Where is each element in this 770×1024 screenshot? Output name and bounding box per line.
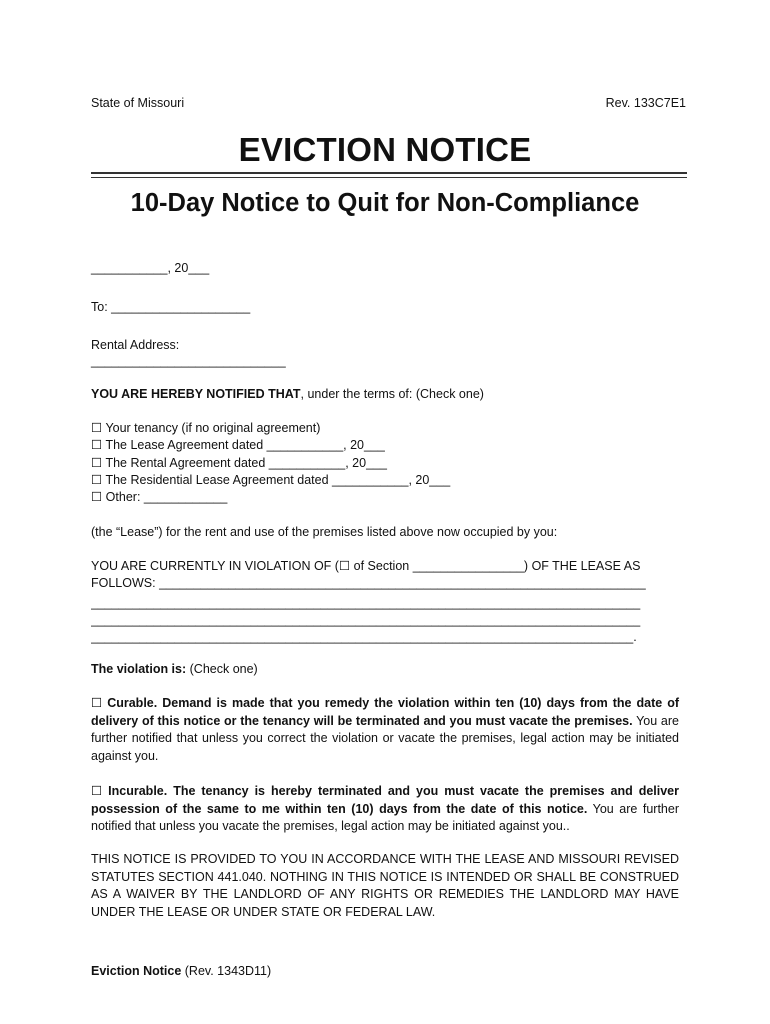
- violation-of-line-3[interactable]: _______________________________________________________________________________: [91, 596, 641, 610]
- footer-title: Eviction Notice: [91, 964, 182, 978]
- incurable-text: You are further notified that unless you vacate the premises, legal action may be initiated against you..: [91, 801, 680, 833]
- violation-of-line-4[interactable]: _______________________________________________________________________________: [91, 613, 641, 627]
- violation-is-heading: [91, 661, 258, 679]
- incurable-option[interactable]: [91, 783, 679, 836]
- rental-address-field[interactable]: ____________________________: [91, 354, 286, 368]
- incurable-bold-text: ☐ Incurable. The tenancy is hereby terminated and you must vacate the premises and deliver possession of the same to me within ten (10) days from the date of this notice.: [91, 784, 679, 816]
- curable-text: You are further notified that unless you correct the violation or vacate the premises, legal action may be initiated against you.: [91, 713, 679, 763]
- violation-is-lead: The violation is:: [91, 662, 187, 676]
- footer-revision: (Rev. 1343D11): [181, 964, 272, 978]
- option-tenancy[interactable]: ☐ Your tenancy (if no original agreement): [91, 421, 321, 435]
- revision-label: Rev. 133C7E1: [605, 96, 686, 110]
- recipient-field[interactable]: To: ____________________: [91, 300, 251, 314]
- option-lease-agreement[interactable]: ☐ The Lease Agreement dated ___________, 20___: [91, 438, 385, 452]
- state-label: State of Missouri: [91, 96, 185, 110]
- violation-is-rest: (Check one): [186, 662, 258, 676]
- title-rule-thin: [91, 177, 687, 178]
- document-subtitle: 10-Day Notice to Quit for Non-Compliance: [130, 189, 640, 217]
- option-residential-lease[interactable]: ☐ The Residential Lease Agreement dated ___________, 20___: [91, 473, 451, 487]
- notified-lead: YOU ARE HEREBY NOTIFIED THAT: [91, 387, 301, 401]
- footer: [91, 963, 271, 981]
- legal-notice: THIS NOTICE IS PROVIDED TO YOU IN ACCORDANCE WITH THE LEASE AND MISSOURI REVISED STATUTES SECTION 441.040. NOTHING IN THIS NOTICE IS INTENDED OR SHALL BE CONSTRUED AS A WAIVER BY THE LANDLORD OF ANY RIGHTS OR REMEDIES THE LANDLORD MAY HAVE UNDER THE LEASE OR UNDER STATE OR FEDERAL LAW.: [91, 852, 679, 919]
- lease-statement: (the “Lease”) for the rent and use of the premises listed above now occupied by you:: [91, 525, 558, 539]
- date-field[interactable]: ___________, 20___: [91, 261, 210, 275]
- notified-rest: , under the terms of: (Check one): [300, 387, 484, 401]
- notified-statement: [91, 386, 484, 404]
- title-rule-thick: [91, 172, 687, 174]
- option-other[interactable]: ☐ Other: ____________: [91, 490, 228, 504]
- document-title: EVICTION NOTICE: [238, 131, 532, 168]
- rental-address-label: Rental Address:: [91, 338, 180, 352]
- curable-option[interactable]: [91, 695, 679, 765]
- violation-of-line-5[interactable]: ______________________________________________________________________________.: [91, 630, 637, 644]
- option-rental-agreement[interactable]: ☐ The Rental Agreement dated ___________, 20___: [91, 456, 387, 470]
- curable-bold-text: ☐ Curable. Demand is made that you remedy the violation within ten (10) days from the date of delivery of this notice or the tenancy will be terminated and you must vacate the premises.: [91, 696, 679, 728]
- violation-of-line-2[interactable]: FOLLOWS: ______________________________________________________________________: [91, 576, 646, 590]
- violation-of-line-1[interactable]: YOU ARE CURRENTLY IN VIOLATION OF (☐ of Section ________________) OF THE LEASE AS: [91, 559, 641, 573]
